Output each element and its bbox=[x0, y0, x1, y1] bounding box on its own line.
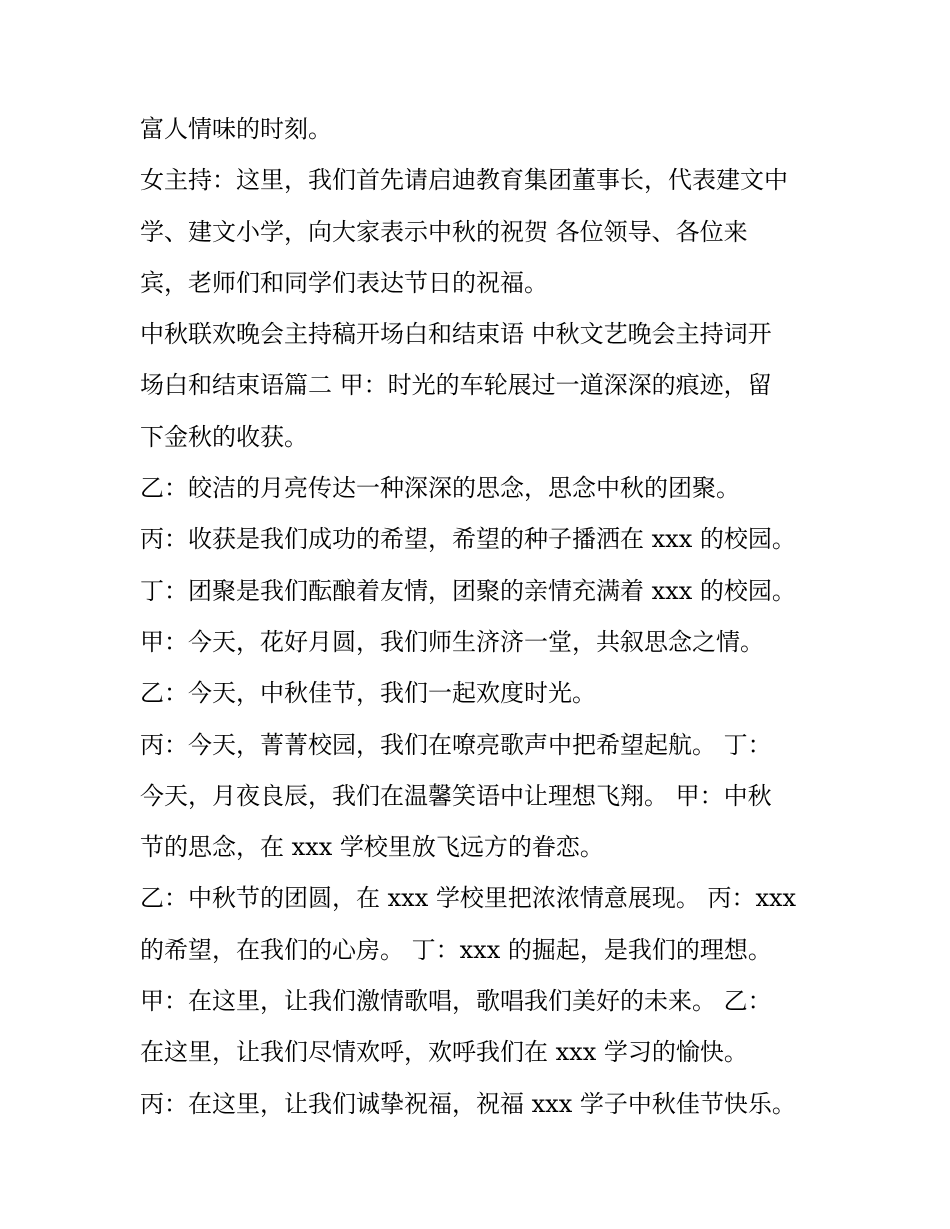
text-line: 丙：收获是我们成功的希望，希望的种子播洒在 xxx 的校园。 bbox=[140, 525, 796, 554]
text-line: 丙：在这里，让我们诚挚祝福，祝福 xxx 学子中秋佳节快乐。 bbox=[140, 1089, 796, 1118]
text-line: 富人情味的时刻。 bbox=[140, 115, 332, 143]
text-line: 的希望，在我们的心房。 丁：xxx 的掘起，是我们的理想。 bbox=[140, 935, 772, 964]
text-line: 中秋联欢晚会主持稿开场白和结束语 中秋文艺晚会主持词开 bbox=[140, 320, 772, 349]
text-line: 女主持：这里，我们首先请启迪教育集团董事长，代表建文中 bbox=[140, 166, 788, 195]
text-line: 丙：今天，菁菁校园，我们在嘹亮歌声中把希望起航。 丁： bbox=[140, 730, 772, 759]
text-line: 甲：今天，花好月圆，我们师生济济一堂，共叙思念之情。 bbox=[140, 627, 764, 656]
text-line: 乙：今天，中秋佳节，我们一起欢度时光。 bbox=[140, 679, 596, 708]
text-line: 丁：团聚是我们酝酿着友情，团聚的亲情充满着 xxx 的校园。 bbox=[140, 576, 796, 605]
document-text-body bbox=[140, 104, 820, 1130]
text-line: 宾，老师们和同学们表达节日的祝福。 bbox=[140, 268, 548, 297]
text-line: 下金秋的收获。 bbox=[140, 422, 308, 451]
text-line: 甲：在这里，让我们激情歌唱，歌唱我们美好的未来。 乙： bbox=[140, 987, 772, 1016]
text-line: 在这里，让我们尽情欢呼，欢呼我们在 xxx 学习的愉快。 bbox=[140, 1038, 748, 1067]
text-line: 今天，月夜良辰，我们在温馨笑语中让理想飞翔。 甲：中秋 bbox=[140, 781, 772, 810]
text-line: 乙：皎洁的月亮传达一种深深的思念，思念中秋的团聚。 bbox=[140, 474, 740, 503]
text-line: 学、建文小学，向大家表示中秋的祝贺 各位领导、各位来 bbox=[140, 217, 748, 246]
text-line: 场白和结束语篇二 甲：时光的车轮展过一道深深的痕迹，留 bbox=[140, 371, 772, 400]
text-line: 乙：中秋节的团圆，在 xxx 学校里把浓浓情意展现。 丙：xxx bbox=[140, 884, 797, 913]
text-line: 节的思念，在 xxx 学校里放飞远方的眷恋。 bbox=[140, 833, 604, 862]
